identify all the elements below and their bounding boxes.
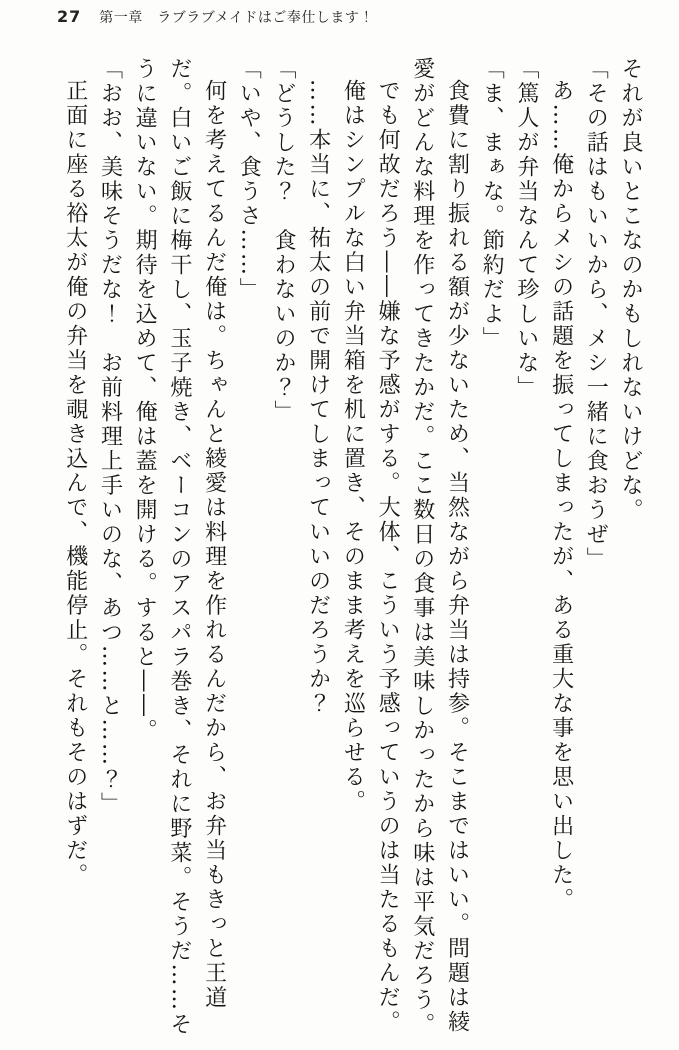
paragraph: ……本当に、祐太の前で開けてしまっていいのだろうか？	[305, 79, 331, 716]
paragraph: 「おお、美味そうだな！ お前料理上手いのな、あつ……と……？」	[97, 57, 123, 817]
paragraph: 食費に割り振れる額が少ないため、当然ながら弁当は持参。そこまではいい。問題は綾愛がどんな料理を作ってきたかだ。ここ数日の食事は美味しかったから味は平気だろう。	[409, 57, 470, 1037]
paragraph: 「その話はもいいから、メシ一緒に食おうぜ」	[583, 57, 609, 572]
paragraph: 「篤人が弁当なんて珍しいな」	[513, 57, 539, 400]
page-number: 27	[57, 7, 82, 26]
paragraph: 「いや、食うさ……」	[236, 57, 262, 302]
paragraph: 正面に座る裕太が俺の弁当を覗き込んで、機能停止。それもそのはずだ。	[62, 79, 88, 888]
paragraph: それが良いとこなのかもしれないけどな。	[618, 57, 643, 523]
paragraph: 「ま、まぁな。節約だよ」	[479, 57, 505, 351]
paragraph: 俺はシンプルな白い弁当箱を机に置き、そのまま考えを巡らせる。	[340, 79, 366, 814]
chapter-title: 第一章 ラブラブメイドはご奉仕します！	[99, 10, 374, 26]
body-text	[55, 57, 647, 1045]
paragraph: 「どうした？ 食わないのか？」	[270, 57, 296, 425]
page-header	[57, 7, 374, 27]
paragraph: でも何故だろう――嫌な予感がする。大体、こういう予感っていうのは当たるもんだ。	[375, 79, 401, 1035]
paragraph: あ……俺からメシの話題を振ってしまったが、ある重大な事を思い出した。	[548, 79, 574, 912]
paragraph: 何を考えてるんだ俺は。ちゃんと綾愛は料理を作れるんだから、お弁当もきっと王道だ。白いご飯に梅干し、玉子焼き、ベーコンのアスパラ巻き、それに野菜。そうだ……そうに違いない。期待を込めて、俺は蓋を開ける。すると――。	[132, 57, 227, 1037]
